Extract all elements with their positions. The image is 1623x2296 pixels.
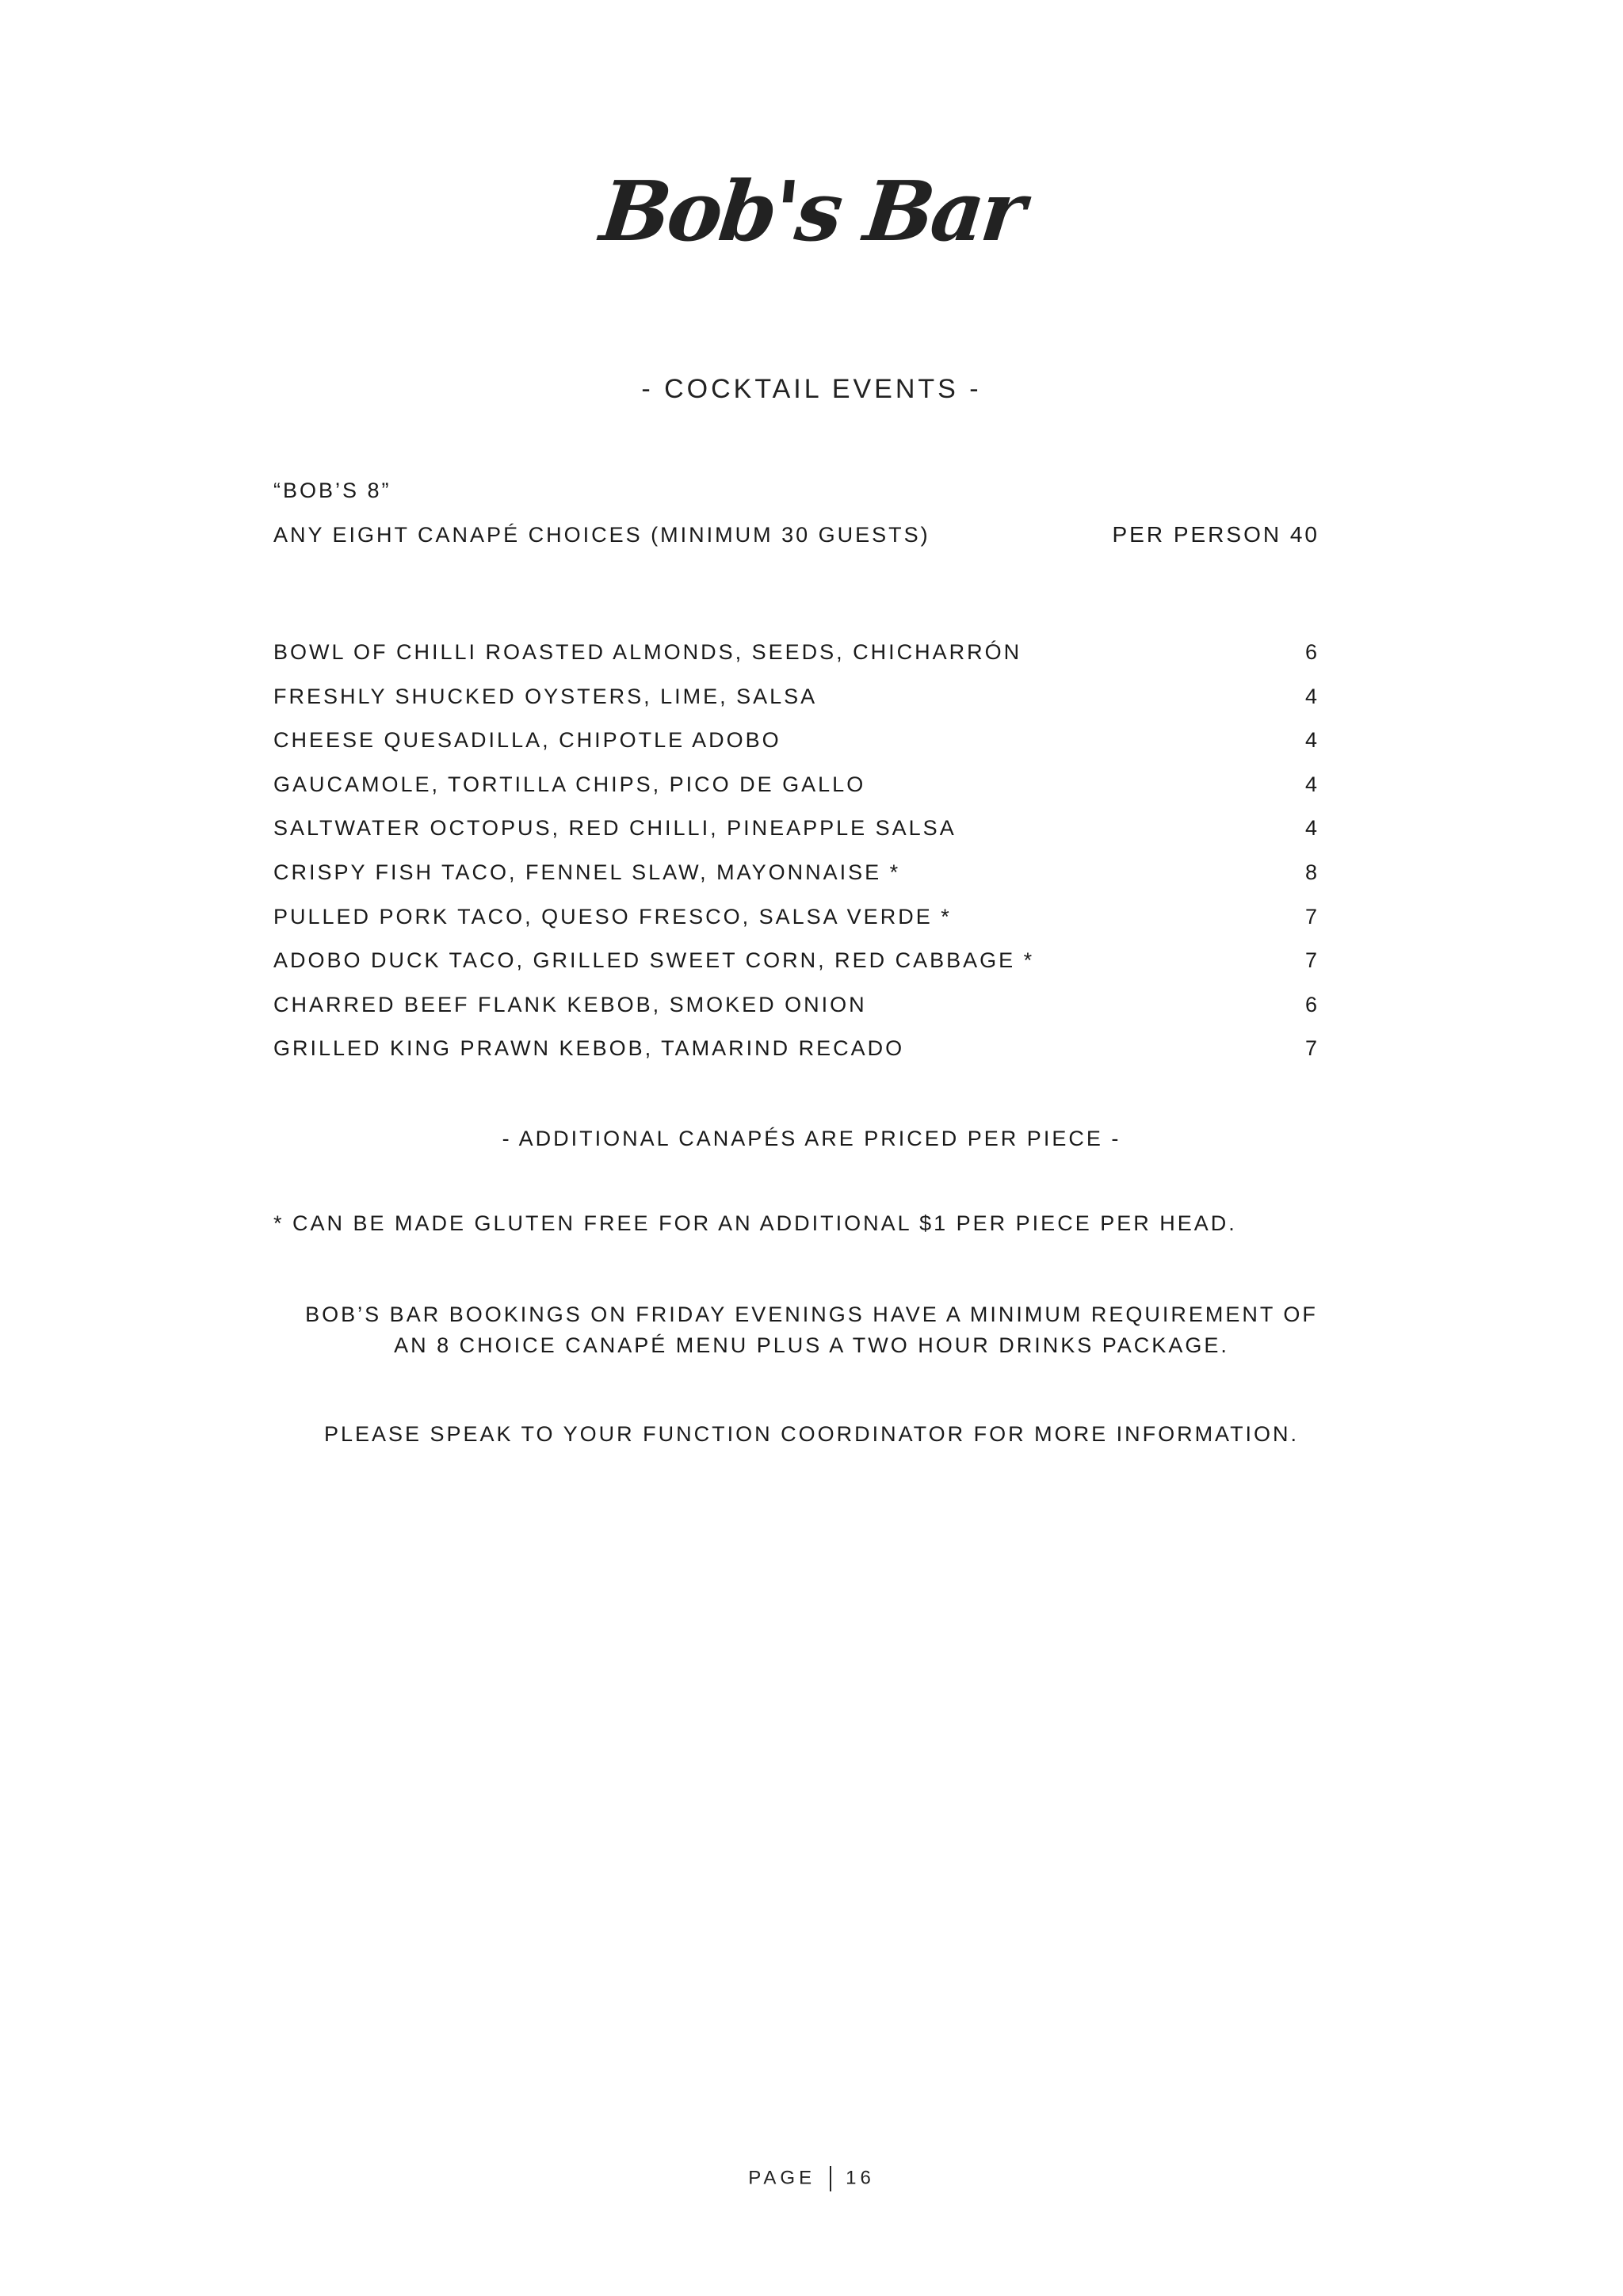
- item-name: CRISPY FISH TACO, FENNEL SLAW, MAYONNAISE *: [273, 860, 901, 884]
- list-item: [273, 860, 1319, 905]
- item-price: 4: [1304, 816, 1319, 841]
- package-price: PER PERSON 40: [1112, 522, 1319, 547]
- item-price: 6: [1304, 992, 1319, 1016]
- list-item: [273, 685, 1319, 729]
- item-name: ADOBO DUCK TACO, GRILLED SWEET CORN, RED CABBAGE *: [273, 948, 1035, 973]
- item-price: 7: [1304, 904, 1319, 929]
- package-name: “BOB’S 8”: [273, 479, 391, 502]
- item-price: 6: [1304, 640, 1319, 664]
- item-name: GAUCAMOLE, TORTILLA CHIPS, PICO DE GALLO: [273, 772, 866, 796]
- item-price: 8: [1304, 860, 1319, 884]
- list-item: [273, 640, 1319, 685]
- canape-list: [273, 640, 1319, 1081]
- item-name: CHARRED BEEF FLANK KEBOB, SMOKED ONION: [273, 992, 867, 1016]
- item-price: 7: [1304, 1036, 1319, 1061]
- booking-note-line-2: AN 8 CHOICE CANAPÉ MENU PLUS A TWO HOUR DRINKS PACKAGE.: [394, 1333, 1229, 1358]
- list-item: [273, 948, 1319, 993]
- list-item: [273, 993, 1319, 1037]
- page-number: 16: [846, 2167, 875, 2189]
- item-name: PULLED PORK TACO, QUESO FRESCO, SALSA VERDE *: [273, 904, 952, 929]
- list-item: [273, 772, 1319, 817]
- item-price: 4: [1304, 728, 1319, 753]
- item-name: CHEESE QUESADILLA, CHIPOTLE ADOBO: [273, 728, 781, 753]
- gluten-free-note: * CAN BE MADE GLUTEN FREE FOR AN ADDITIONAL $1 PER PIECE PER HEAD.: [273, 1211, 1237, 1235]
- page-heading: - COCKTAIL EVENTS -: [641, 374, 982, 404]
- list-item: [273, 816, 1319, 860]
- item-price: 7: [1304, 948, 1319, 973]
- item-name: FRESHLY SHUCKED OYSTERS, LIME, SALSA: [273, 684, 818, 708]
- item-price: 4: [1304, 772, 1319, 796]
- package-name-row: [273, 480, 1319, 502]
- list-item: [273, 905, 1319, 949]
- list-item: [273, 728, 1319, 772]
- list-item: [273, 1036, 1319, 1081]
- item-price: 4: [1304, 684, 1319, 708]
- booking-note-line-1: BOB’S BAR BOOKINGS ON FRIDAY EVENINGS HAVE A MINIMUM REQUIREMENT OF: [305, 1302, 1318, 1326]
- item-name: GRILLED KING PRAWN KEBOB, TAMARIND RECADO: [273, 1036, 905, 1061]
- package-description: ANY EIGHT CANAPÉ CHOICES (MINIMUM 30 GUESTS): [273, 523, 930, 547]
- page-footer: [0, 2166, 1623, 2191]
- additional-canapes-note: - ADDITIONAL CANAPÉS ARE PRICED PER PIECE -: [502, 1127, 1121, 1150]
- item-name: BOWL OF CHILLI ROASTED ALMONDS, SEEDS, CHICHARRÓN: [273, 640, 1022, 664]
- footer-divider: [830, 2166, 831, 2191]
- bobs-bar-logo: Bob's Bar: [596, 162, 1027, 260]
- booking-note: [0, 1299, 1623, 1361]
- page-label: PAGE: [748, 2167, 816, 2189]
- package-row: [273, 524, 1319, 546]
- contact-note: PLEASE SPEAK TO YOUR FUNCTION COORDINATOR FOR MORE INFORMATION.: [323, 1422, 1300, 1446]
- item-name: SALTWATER OCTOPUS, RED CHILLI, PINEAPPLE SALSA: [273, 816, 957, 841]
